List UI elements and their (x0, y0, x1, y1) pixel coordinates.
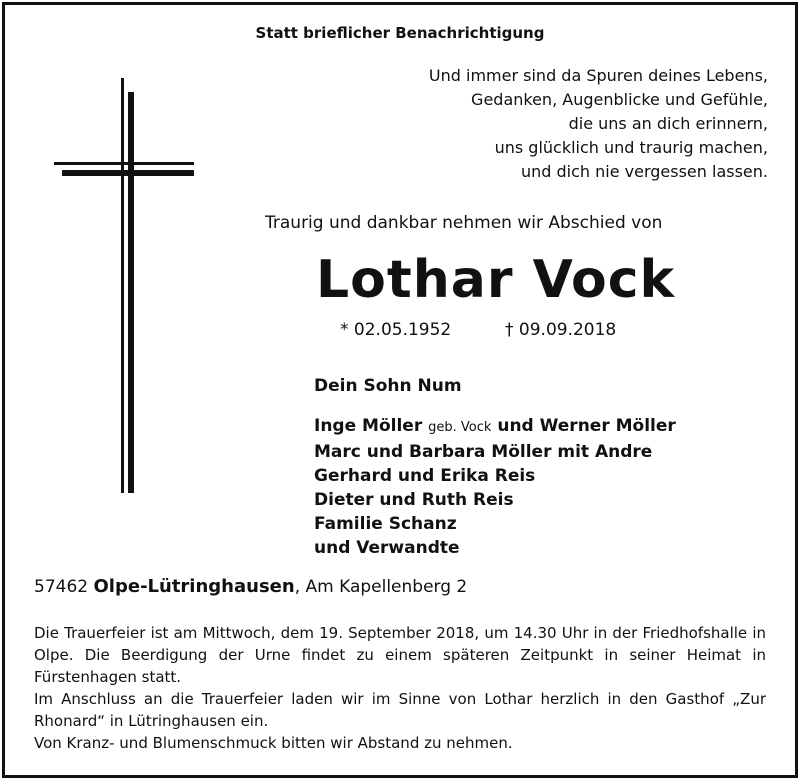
address (34, 576, 467, 597)
poem (429, 64, 768, 184)
cross-horizontal-thin (54, 162, 194, 165)
city: Olpe-Lütringhausen (93, 576, 295, 597)
mourner-name: Inge Möller (314, 416, 423, 436)
mourner-line: Marc und Barbara Möller mit Andre (314, 442, 653, 462)
mourner-line: Dieter und Ruth Reis (314, 490, 514, 510)
intro-text: Traurig und dankbar nehmen wir Abschied von (265, 213, 663, 233)
death-date: † 09.09.2018 (505, 320, 617, 340)
details-paragraph: Die Trauerfeier ist am Mittwoch, dem 19. September 2018, um 14.30 Uhr in der Friedhofshalle in Olpe. Die Beerdigung der Urne findet zu einem späteren Zeitpunkt in seiner Heimat in Fürstenhagen statt. (34, 624, 766, 686)
maiden-name: geb. Vock (428, 420, 492, 435)
poem-line: und dich nie vergessen lassen. (520, 162, 768, 181)
poem-line: die uns an dich erinnern, (568, 114, 768, 133)
poem-line: uns glücklich und traurig machen, (494, 138, 768, 157)
mourner-name: und Werner Möller (497, 416, 676, 436)
notice-header: Statt brieflicher Benachrichtigung (255, 24, 545, 42)
funeral-details (34, 622, 766, 754)
mourner-line (314, 414, 676, 440)
poem-line: Und immer sind da Spuren deines Lebens, (428, 66, 768, 85)
mourner-son: Dein Sohn Num (314, 376, 462, 396)
details-paragraph: Im Anschluss an die Trauerfeier laden wir im Sinne von Lothar herzlich in den Gasthof „Zur Rhonard“ in Lütringhausen ein. (34, 690, 766, 730)
mourner-line: Familie Schanz (314, 514, 457, 534)
cross-icon (54, 78, 194, 493)
poem-line: Gedanken, Augenblicke und Gefühle, (471, 90, 768, 109)
details-paragraph: Von Kranz- und Blumenschmuck bitten wir Abstand zu nehmen. (34, 734, 513, 752)
birth-date: * 02.05.1952 (340, 320, 452, 340)
cross-horizontal-thick (62, 170, 194, 176)
cross-vertical-thick (128, 92, 134, 493)
mourners-list (314, 374, 676, 560)
mourner-line: und Verwandte (314, 538, 460, 558)
street: , Am Kapellenberg 2 (294, 577, 468, 597)
deceased-name: Lothar Vock (316, 250, 676, 310)
mourner-line: Gerhard und Erika Reis (314, 466, 536, 486)
postal-code: 57462 (34, 577, 89, 597)
cross-vertical-thin (121, 78, 124, 493)
